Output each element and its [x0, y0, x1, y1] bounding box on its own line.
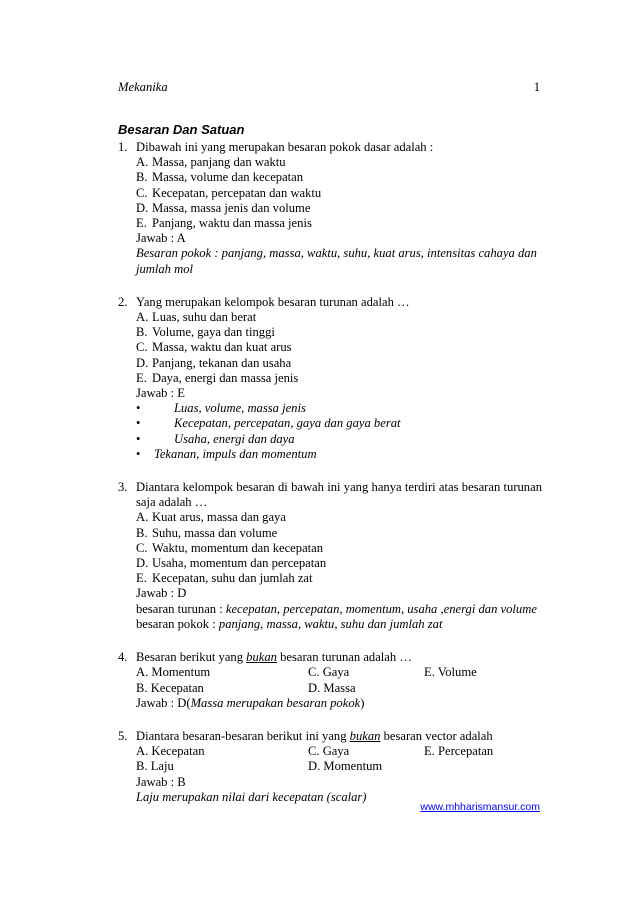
question-5 [118, 729, 542, 805]
question-text: Diantara besaran-besaran berikut ini yang bukan besaran vector adalah [136, 728, 493, 743]
explanation: Besaran pokok : panjang, massa, waktu, suhu, kuat arus, intensitas cahaya dan jumlah mol [136, 246, 537, 276]
bullet-icon: • [136, 401, 141, 416]
bullet-item: • Kecepatan, percepatan, gaya dan gaya berat [136, 416, 401, 431]
option-a: A. Kecepatan [136, 744, 205, 759]
question-number: 5. [118, 728, 128, 743]
option-c: C. Gaya [308, 665, 350, 680]
question-text: Yang merupakan kelompok besaran turunan adalah … [136, 294, 410, 309]
option-d: D. Momentum [308, 759, 383, 774]
option-e: E. Volume [424, 665, 477, 680]
answer: Jawab : A [136, 231, 186, 246]
question-text: Diantara kelompok besaran di bawah ini yang hanya terdiri atas besaran turunan saja adalah … [136, 480, 542, 510]
option-d: D. Massa, massa jenis dan volume [136, 200, 311, 215]
question-text: Besaran berikut yang bukan besaran turunan adalah … [136, 650, 412, 665]
option-a: A. Luas, suhu dan berat [136, 310, 257, 325]
option-b: B. Laju [136, 759, 174, 774]
option-c: C. Massa, waktu dan kuat arus [136, 340, 292, 355]
bullet-item: • Usaha, energi dan daya [136, 431, 295, 446]
options-row-2 [136, 681, 542, 696]
question-1 [118, 140, 542, 277]
question-number: 4. [118, 650, 128, 665]
options-row-1 [136, 665, 542, 680]
question-number: 3. [118, 480, 128, 495]
option-d: D. Massa [308, 680, 356, 695]
option-b: B. Suhu, massa dan volume [136, 525, 278, 540]
section-title: Besaran Dan Satuan [118, 122, 245, 137]
option-c: C. Gaya [308, 744, 350, 759]
bullet-icon: • [136, 416, 141, 431]
explanation-base: besaran pokok : panjang, massa, waktu, suhu dan jumlah zat [136, 616, 443, 631]
explanation: Laju merupakan nilai dari kecepatan (scalar) [136, 789, 367, 804]
option-b: B. Massa, volume dan kecepatan [136, 170, 304, 185]
option-c: C. Waktu, momentum dan kecepatan [136, 540, 324, 555]
option-d: D. Usaha, momentum dan percepatan [136, 556, 327, 571]
question-2 [118, 295, 542, 462]
explanation-derived: besaran turunan : kecepatan, percepatan, momentum, usaha ,energi dan volume [136, 601, 537, 616]
question-number: 2. [118, 294, 128, 309]
answer: Jawab : D [136, 586, 187, 601]
option-a: A. Kuat arus, massa dan gaya [136, 510, 286, 525]
answer: Jawab : D(Massa merupakan besaran pokok) [136, 695, 365, 710]
option-e: E. Percepatan [424, 744, 494, 759]
options-row-1 [136, 744, 542, 759]
option-a: A. Massa, panjang dan waktu [136, 155, 286, 170]
page-number: 1 [533, 80, 540, 94]
question-number: 1. [118, 140, 128, 154]
bullet-icon: • [136, 446, 141, 461]
option-c: C. Kecepatan, percepatan dan waktu [136, 185, 322, 200]
options-row-2 [136, 759, 542, 774]
option-d: D. Panjang, tekanan dan usaha [136, 355, 292, 370]
question-4 [118, 650, 542, 711]
option-a: A. Momentum [136, 665, 211, 680]
option-e: E. Panjang, waktu dan massa jenis [136, 216, 312, 231]
option-b: B. Kecepatan [136, 680, 204, 695]
header-title: Mekanika [118, 80, 168, 94]
answer: Jawab : B [136, 774, 186, 789]
page-header [118, 80, 540, 96]
question-text: Dibawah ini yang merupakan besaran pokok dasar adalah : [136, 140, 434, 154]
option-e: E. Kecepatan, suhu dan jumlah zat [136, 571, 313, 586]
bullet-item: • Tekanan, impuls dan momentum [136, 446, 317, 461]
footer-link[interactable]: www.mhharismansur.com [420, 801, 540, 813]
option-e: E. Daya, energi dan massa jenis [136, 370, 299, 385]
option-b: B. Volume, gaya dan tinggi [136, 325, 275, 340]
question-3 [118, 480, 542, 632]
question-list [118, 140, 542, 823]
bullet-icon: • [136, 431, 141, 446]
bullet-item: • Luas, volume, massa jenis [136, 401, 306, 416]
answer: Jawab : E [136, 386, 185, 401]
